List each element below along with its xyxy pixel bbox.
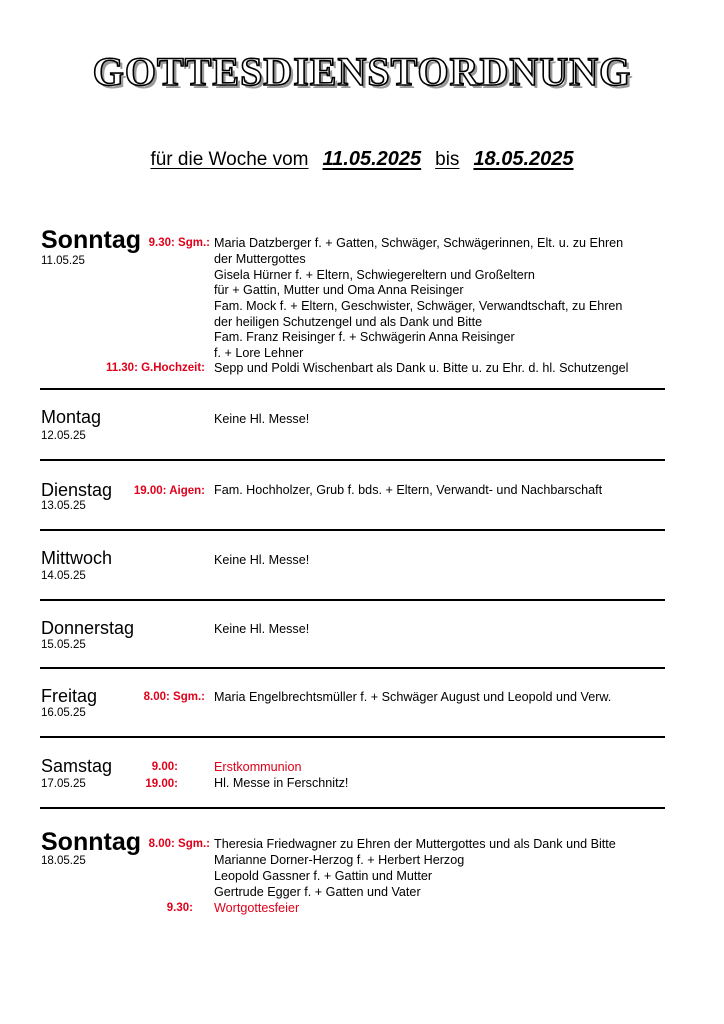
day-date: 17.05.25 (41, 778, 86, 790)
day-name: Sonntag (41, 226, 141, 254)
intention-line: Fam. Hochholzer, Grub f. bds. + Eltern, Verwandt- und Nachbarschaft (214, 483, 603, 497)
day-name: Donnerstag (41, 618, 135, 638)
intention-line: Sepp und Poldi Wischenbart als Dank u. Bitte u. zu Ehr. d. hl. Schutzengel (214, 361, 629, 375)
date-separator: bis (435, 149, 460, 170)
day-divider (40, 807, 665, 809)
service-time: 11.30: G.Hochzeit: (105, 362, 205, 374)
day-divider (40, 667, 665, 669)
day-name: Sonntag (41, 828, 141, 856)
page-title: GOTTESDIENSTORDNUNG (92, 49, 632, 94)
day-divider (40, 529, 665, 531)
day-divider (40, 388, 665, 390)
service-time: 9.00: (151, 761, 178, 773)
intention-line: Fam. Mock f. + Eltern, Geschwister, Schwäger, Verwandtschaft, zu Ehren (214, 299, 623, 313)
day-date: 14.05.25 (41, 570, 86, 582)
service-time: 19.00: (145, 778, 178, 790)
intention-line: Leopold Gassner f. + Gattin und Mutter (214, 869, 433, 883)
service-time: 8.00: Sgm.: (143, 691, 205, 703)
no-mass-note: Keine Hl. Messe! (214, 553, 310, 567)
intention-line: f. + Lore Lehner (214, 346, 304, 360)
service-time: 19.00: Aigen: (133, 485, 205, 497)
day-name: Mittwoch (41, 548, 113, 568)
week-prefix: für die Woche vom (150, 149, 309, 170)
intention-line: Hl. Messe in Ferschnitz! (214, 776, 349, 790)
day-divider (40, 459, 665, 461)
service-time: 9.30: Sgm.: (148, 237, 210, 249)
day-date: 12.05.25 (41, 430, 86, 442)
intention-line: der Muttergottes (214, 252, 306, 266)
intention-line: Maria Datzberger f. + Gatten, Schwäger, Schwägerinnen, Elt. u. zu Ehren (214, 236, 624, 250)
intention-line: Theresia Friedwagner zu Ehren der Muttergottes und als Dank und Bitte (214, 837, 616, 851)
intention-line: Maria Engelbrechtsmüller f. + Schwäger August und Leopold und Verw. (214, 690, 612, 704)
word-service: Wortgottesfeier (214, 901, 300, 915)
service-time: 8.00: Sgm.: (148, 838, 210, 850)
day-divider (40, 599, 665, 601)
intention-line: für + Gattin, Mutter und Oma Anna Reisinger (214, 283, 464, 297)
date-from: 11.05.2025 (322, 148, 422, 170)
day-date: 13.05.25 (41, 500, 86, 512)
day-name: Freitag (41, 686, 98, 706)
week-range (0, 148, 724, 171)
day-name: Montag (41, 407, 102, 427)
intention-line: Fam. Franz Reisinger f. + Schwägerin Anna Reisinger (214, 330, 515, 344)
intention-line: Gertrude Egger f. + Gatten und Vater (214, 885, 421, 899)
service-time: 9.30: (166, 902, 193, 914)
day-date: 15.05.25 (41, 639, 86, 651)
day-name: Samstag (41, 756, 113, 776)
day-date: 11.05.25 (41, 255, 85, 267)
no-mass-note: Keine Hl. Messe! (214, 412, 310, 426)
date-to: 18.05.2025 (473, 148, 574, 170)
first-communion: Erstkommunion (214, 760, 302, 774)
intention-line: der heiligen Schutzengel und als Dank und Bitte (214, 315, 483, 329)
day-date: 16.05.25 (41, 707, 86, 719)
day-name: Dienstag (41, 480, 113, 500)
intention-line: Marianne Dorner-Herzog f. + Herbert Herzog (214, 853, 465, 867)
no-mass-note: Keine Hl. Messe! (214, 622, 310, 636)
day-date: 18.05.25 (41, 855, 86, 867)
day-divider (40, 736, 665, 738)
intention-line: Gisela Hürner f. + Eltern, Schwiegereltern und Großeltern (214, 268, 535, 282)
